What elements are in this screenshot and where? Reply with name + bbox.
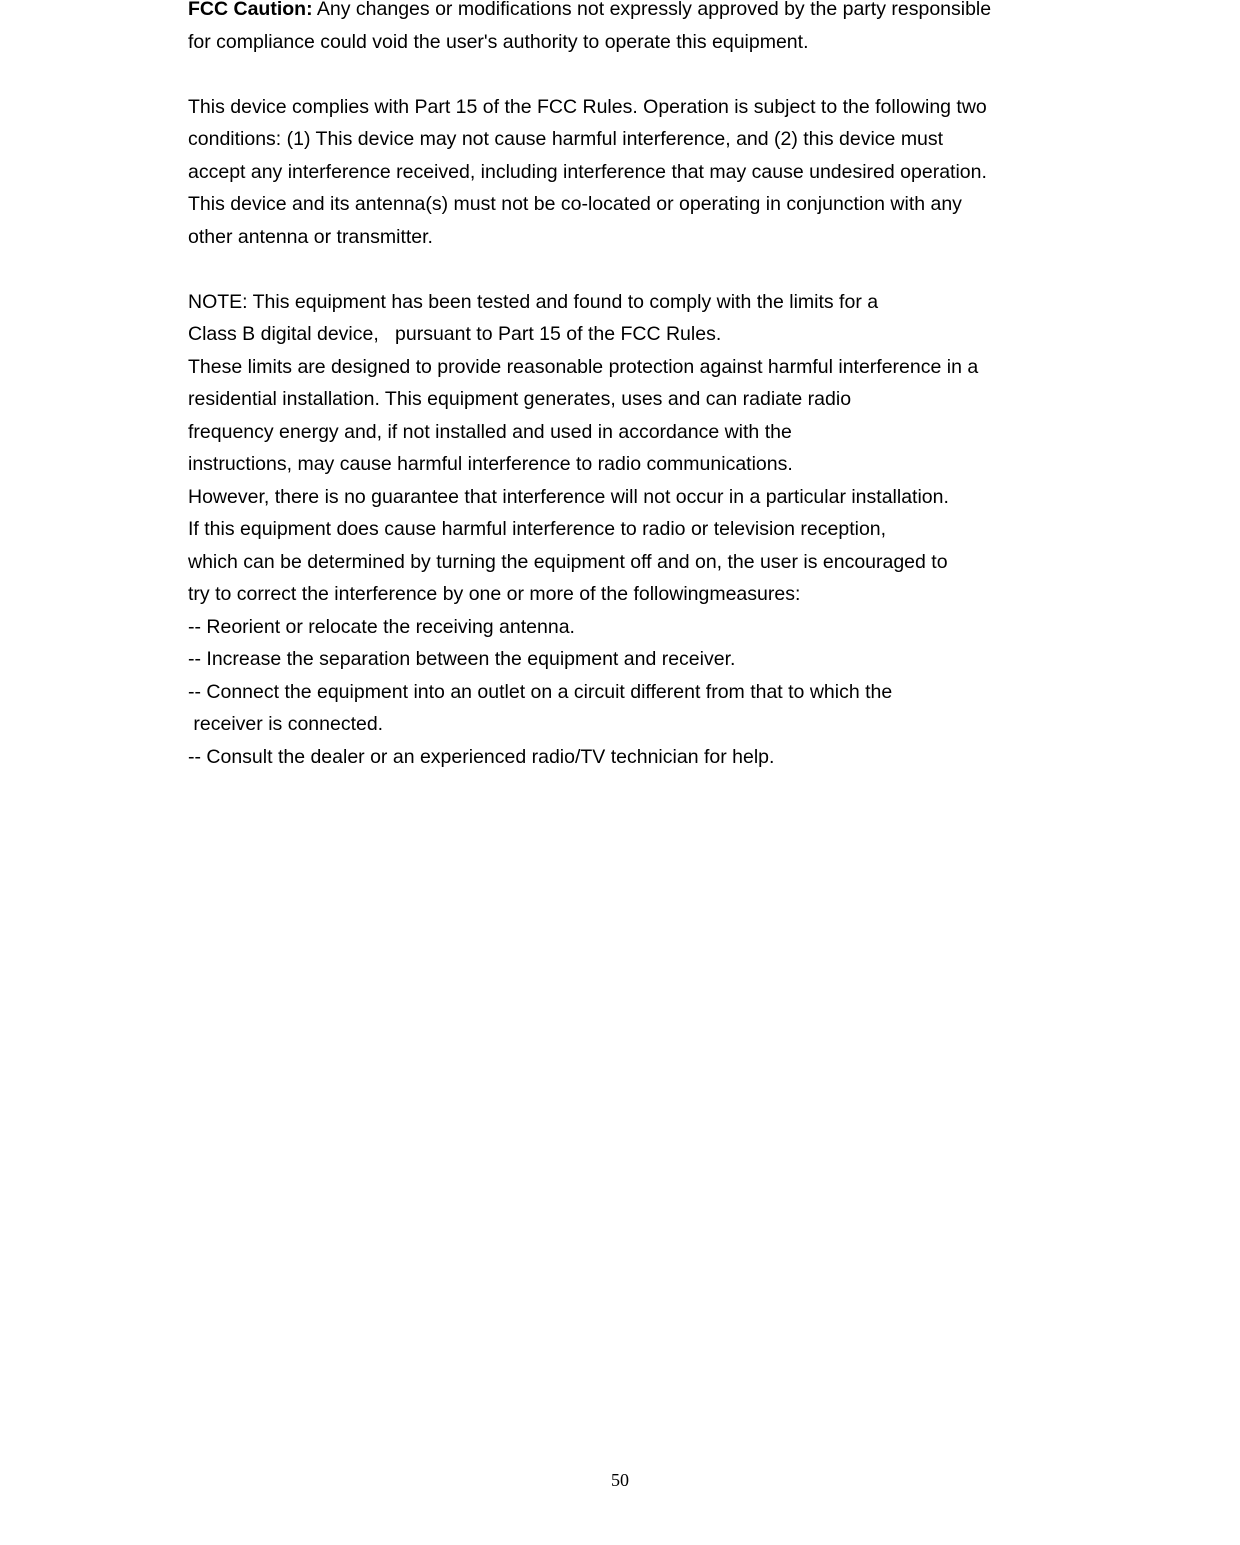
- note-line-10: try to correct the interference by one or more of the followingmeasures:: [188, 583, 801, 605]
- compliance-line-4: This device and its antenna(s) must not be co-located or operating in conjunction with any: [188, 193, 962, 215]
- note-line-7: However, there is no guarantee that interference will not occur in a particular installation.: [188, 485, 949, 508]
- measure-connect-outlet-cont: receiver is connected.: [188, 713, 384, 735]
- paragraph-spacer: [188, 253, 1188, 286]
- note-line-5: frequency energy and, if not installed and used in accordance with the: [188, 420, 792, 443]
- note-line-6: instructions, may cause harmful interference to radio communications.: [188, 453, 793, 475]
- fcc-caution-line-2: for compliance could void the user's authority to operate this equipment.: [188, 30, 809, 53]
- compliance-line-3: accept any interference received, including interference that may cause undesired operation.: [188, 160, 987, 183]
- compliance-line-5: other antenna or transmitter.: [188, 225, 433, 248]
- paragraph-spacer: [188, 58, 1188, 91]
- fcc-caution-text: Any changes or modifications not expressly approved by the party responsible: [312, 0, 992, 20]
- page-content: [188, 0, 1188, 773]
- fcc-caution-line-1: [188, 0, 1188, 26]
- measure-connect-outlet: -- Connect the equipment into an outlet on a circuit different from that to which the: [188, 680, 893, 703]
- note-line-9: which can be determined by turning the equipment off and on, the user is encouraged to: [188, 550, 948, 573]
- measure-increase-separation: -- Increase the separation between the equipment and receiver.: [188, 648, 736, 670]
- measure-reorient: -- Reorient or relocate the receiving antenna.: [188, 615, 575, 638]
- note-line-4: residential installation. This equipment generates, uses and can radiate radio: [188, 388, 852, 410]
- compliance-line-2: conditions: (1) This device may not cause harmful interference, and (2) this device must: [188, 128, 944, 150]
- measure-consult-dealer: -- Consult the dealer or an experienced radio/TV technician for help.: [188, 745, 775, 768]
- note-line-1: NOTE: This equipment has been tested and found to comply with the limits for a: [188, 290, 879, 313]
- note-line-3: These limits are designed to provide reasonable protection against harmful interference in a: [188, 355, 979, 378]
- compliance-line-1: This device complies with Part 15 of the FCC Rules. Operation is subject to the following two: [188, 95, 987, 118]
- note-line-2: Class B digital device, pursuant to Part 15 of the FCC Rules.: [188, 323, 722, 345]
- page-number: 50: [611, 1470, 629, 1490]
- fcc-caution-label: FCC Caution:: [188, 0, 313, 20]
- note-line-8: If this equipment does cause harmful interference to radio or television reception,: [188, 518, 887, 540]
